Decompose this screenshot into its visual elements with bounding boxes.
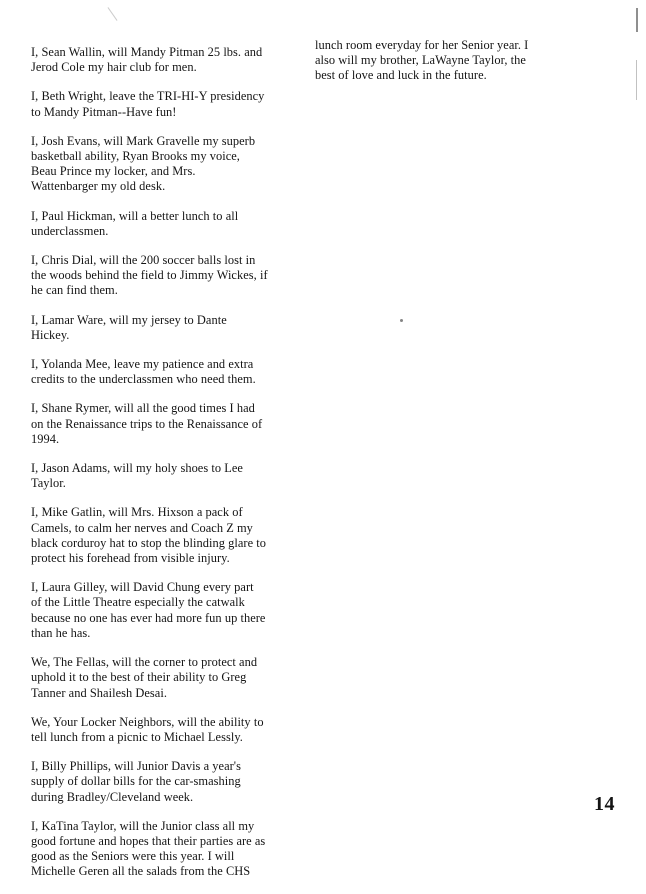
will-entry: I, Beth Wright, leave the TRI-HI-Y presidency to Mandy Pitman--Have fun! bbox=[31, 89, 265, 119]
will-entry: I, Laura Gilley, will David Chung every part of the Little Theatre especially the catwalk because no one has ever had more fun up there than he has. bbox=[31, 580, 266, 640]
left-column bbox=[31, 45, 321, 894]
scan-mark bbox=[636, 8, 638, 32]
will-entry: I, Billy Phillips, will Junior Davis a year's supply of dollar bills for the car-smashing during Bradley/Cleveland week. bbox=[31, 759, 241, 804]
right-column bbox=[315, 38, 555, 98]
page-number: 14 bbox=[594, 793, 615, 815]
will-entry: I, Josh Evans, will Mark Gravelle my superb basketball ability, Ryan Brooks my voice, Beau Prince my locker, and Mrs. Wattenbarger my old desk. bbox=[31, 133, 256, 194]
will-entry: I, Mike Gatlin, will Mrs. Hixson a pack of Camels, to calm her nerves and Coach Z my black corduroy hat to stop the blinding glare to protect his forehead from visible injury. bbox=[31, 505, 267, 566]
scan-mark bbox=[400, 319, 403, 322]
will-entry: I, Chris Dial, will the 200 soccer balls lost in the woods behind the field to Jimmy Wickes, if he can find them. bbox=[31, 253, 268, 298]
will-entry: I, Jason Adams, will my holy shoes to Lee Taylor. bbox=[31, 461, 243, 491]
will-entry: I, KaTina Taylor, will the Junior class all my good fortune and hopes that their parties are as good as the Seniors were this year. I will Michelle Geren all the salads from the CHS bbox=[31, 818, 266, 879]
will-entry: We, The Fellas, will the corner to protect and uphold it to the best of their ability to Greg Tanner and Shailesh Desai. bbox=[31, 655, 258, 700]
will-entry: I, Yolanda Mee, leave my patience and extra credits to the underclassmen who need them. bbox=[31, 357, 256, 387]
will-entry-continued: lunch room everyday for her Senior year. I also will my brother, LaWayne Taylor, the best of love and luck in the future. bbox=[315, 38, 529, 83]
will-entry: I, Paul Hickman, will a better lunch to all underclassmen. bbox=[31, 208, 239, 238]
will-entry: We, Your Locker Neighbors, will the ability to tell lunch from a picnic to Michael Lessly. bbox=[31, 714, 264, 744]
scan-mark bbox=[636, 60, 637, 100]
will-entry: I, Lamar Ware, will my jersey to Dante Hickey. bbox=[31, 312, 227, 342]
will-entry: I, Sean Wallin, will Mandy Pitman 25 lbs. and Jerod Cole my hair club for men. bbox=[31, 45, 263, 75]
scan-mark bbox=[108, 7, 118, 21]
will-entry: I, Shane Rymer, will all the good times I had on the Renaissance trips to the Renaissance of 1994. bbox=[31, 401, 263, 446]
